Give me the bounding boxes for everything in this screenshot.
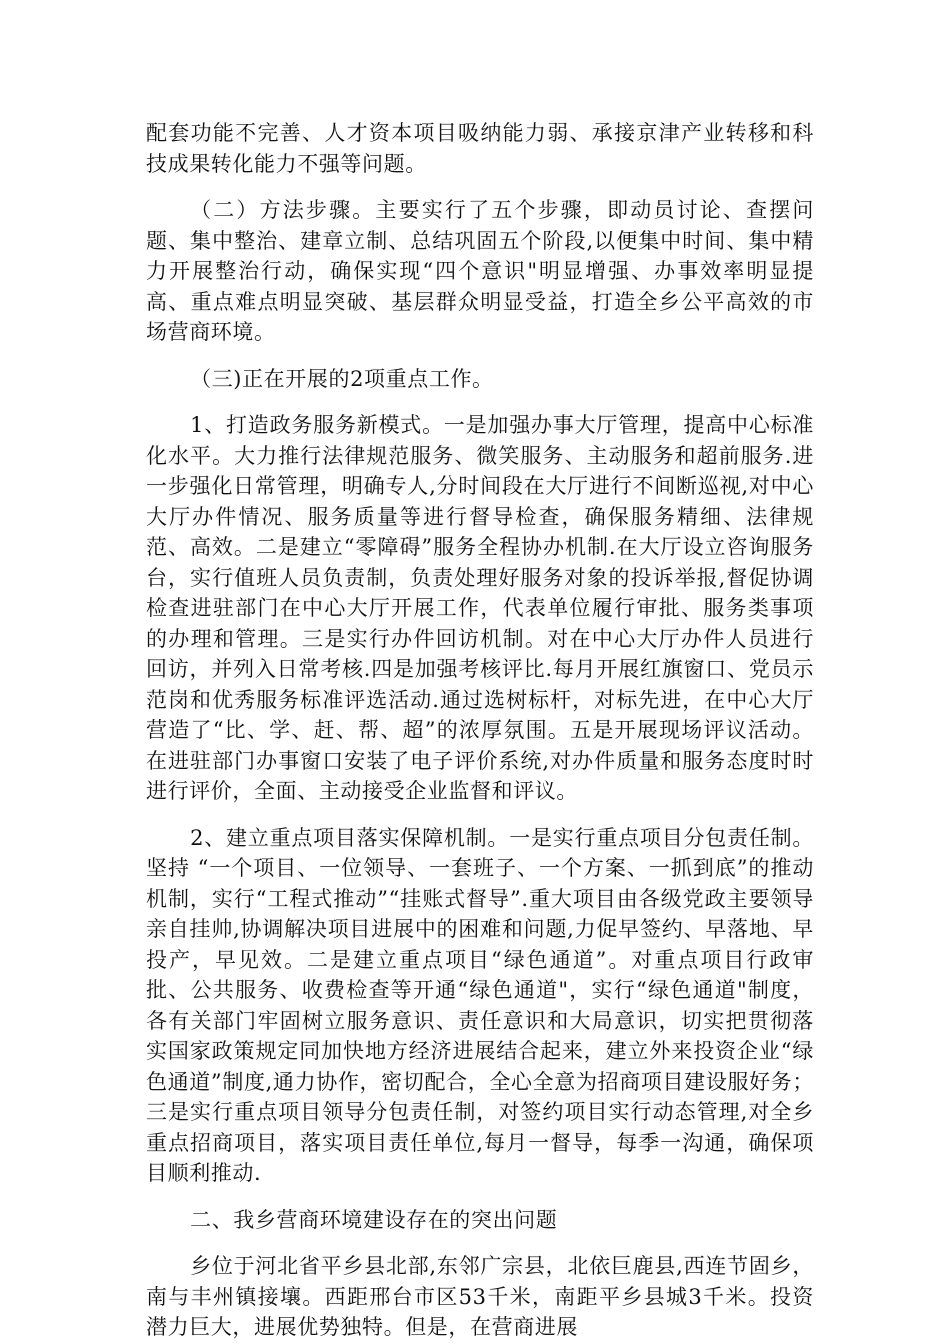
paragraph-government-service: 1、打造政务服务新模式。一是加强办事大厅管理，提高中心标准化水平。大力推行法律规范服务、微笑服务、主动服务和超前服务.进一步强化日常管理，明确专人,分时间段在大厅进行不间断巡视,对中心大厅办件情况、服务质量等进行督导检查，确保服务精细、法律规范、高效。二是建立“零障碍”服务全程协办机制.在大厅设立咨询服务台，实行值班人员负责制，负责处理好服务对象的投诉举报,督促协调检查进驻部门在中心大厅开展工作，代表单位履行审批、服务类事项的办理和管理。三是实行办件回访机制。对在中心大厅办件人员进行回访，并列入日常考核.四是加强考核评比.每月开展红旗窗口、党员示范岗和优秀服务标准评选活动.通过选树标杆，对标先进，在中心大厅营造了“比、学、赶、帮、超”的浓厚氛围。五是开展现场评议活动。在进驻部门办事窗口安装了电子评价系统,对办件质量和服务态度时时进行评价，全面、主动接受企业监督和评议。 [146,413,814,803]
paragraph-key-projects: 2、建立重点项目落实保障机制。一是实行重点项目分包责任制。坚持 “一个项目、一位领导、一套班子、一个方案、一抓到底”的推动机制，实行“工程式推动”“挂账式督导”.重大项目由各级党政主要领导亲自挂帅,协调解决项目进展中的困难和问题,力促早签约、早落地、早投产，早见效。二是建立重点项目“绿色通道”。对重点项目行政审批、公共服务、收费检查等开通“绿色通道"，实行“绿色通道"制度，各有关部门牢固树立服务意识、责任意识和大局意识，切实把贯彻落实国家政策规定同加快地方经济进展结合起来，建立外来投资企业“绿色通道”制度,通力协作，密切配合，全心全意为招商项目建设服好务；三是实行重点项目领导分包责任制，对签约项目实行动态管理,对全乡重点招商项目，落实项目责任单位,每月一督导，每季一沟通，确保项目顺利推动. [146,825,814,1185]
paragraph-township-intro: 乡位于河北省平乡县北部,东邻广宗县，北依巨鹿县,西连节固乡，南与丰州镇接壤。西距邢台市区53千米，南距平乡县城3千米。投资潜力巨大，进展优势独特。但是，在营商进展 [146,1254,814,1339]
paragraph-continuation: 配套功能不完善、人才资本项目吸纳能力弱、承接京津产业转移和科技成果转化能力不强等问题。 [146,121,814,176]
section-heading-problems: 二、我乡营商环境建设存在的突出问题 [190,1207,558,1232]
paragraph-key-work-heading: （三)正在开展的2项重点工作。 [190,366,494,391]
paragraph-method-steps: （二）方法步骤。主要实行了五个步骤，即动员讨论、查摆问题、集中整治、建章立制、总结巩固五个阶段,以便集中时间、集中精力开展整治行动，确保实现“四个意识"明显增强、办事效率明显提高、重点难点明显突破、基层群众明显受益，打造全乡公平高效的市场营商环境。 [146,198,814,344]
document-body [146,118,814,1343]
